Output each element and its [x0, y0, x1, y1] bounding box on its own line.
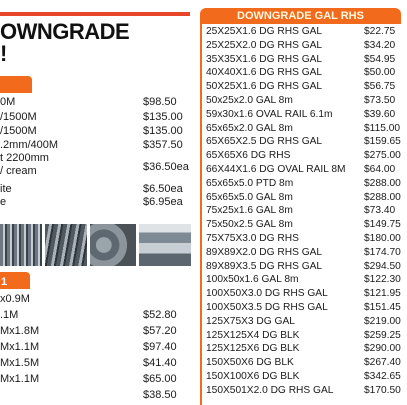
item-price: $57.20 — [143, 325, 177, 337]
product-photo — [45, 224, 87, 266]
item-price: $135.00 — [143, 125, 183, 137]
panel-header: DOWNGRADE GAL RHS — [200, 8, 401, 24]
item-price: $73.40 — [364, 205, 396, 217]
item-price: $65.00 — [143, 373, 177, 385]
item-description: 40X40X1.6 DG RHS GAL — [206, 67, 323, 79]
item-description: 65x65x2.0 GAL 8m — [206, 122, 293, 134]
product-photo — [139, 224, 191, 266]
item-description: 50X25X1.6 DG RHS GAL — [206, 81, 323, 93]
item-price: $170.50 — [364, 384, 401, 396]
item-price: $294.50 — [364, 260, 401, 272]
item-description: 150X100X6 DG BLK — [206, 371, 300, 382]
item-description: 150X501X2.0 DG RHS GAL — [206, 384, 334, 396]
item-price: $6.95ea — [143, 196, 183, 208]
item-price: $149.75 — [364, 219, 401, 231]
item-price: $98.50 — [143, 96, 177, 108]
price-list — [200, 24, 401, 405]
item-price: $115.00 — [364, 122, 401, 134]
item-description: 75X75X3.0 DG RHS — [206, 233, 299, 244]
item-description: 89X89X3.5 DG RHS GAL — [206, 260, 323, 272]
item-description: x0.9M — [0, 293, 30, 305]
red-divider — [0, 12, 190, 16]
item-price: $41.40 — [143, 357, 177, 369]
item-price: $73.50 — [364, 95, 396, 106]
item-price: $6.50ea — [143, 183, 183, 195]
item-price: $135.00 — [143, 111, 183, 123]
item-price: $22.75 — [364, 26, 396, 37]
item-price: $357.50 — [143, 139, 183, 151]
item-price: $342.65 — [364, 371, 401, 382]
item-description: 89X89X2.0 DG RHS GAL — [206, 246, 323, 258]
item-description: 65x65x5.0 PTD 8m — [206, 177, 294, 189]
item-description: 59x30x1.6 OVAL RAIL 6.1m — [206, 108, 333, 120]
item-description: Mx1.1M — [0, 373, 40, 385]
item-price: $151.45 — [364, 302, 401, 313]
item-description: 125X75X3 DG GAL — [206, 315, 295, 327]
item-price: $288.00 — [364, 177, 401, 189]
product-photo — [90, 224, 136, 266]
item-description: 150X50X6 DG BLK — [206, 357, 294, 369]
item-description: 125X125X6 DG BLK — [206, 343, 300, 355]
downgrade-gal-rhs-panel — [200, 0, 407, 405]
item-price: $159.65 — [364, 136, 401, 148]
item-price: $288.00 — [364, 191, 401, 203]
section1-tab — [0, 76, 32, 93]
item-price: $50.00 — [364, 67, 396, 79]
item-price: $56.75 — [364, 81, 396, 93]
item-description: 100X50X3.0 DG RHS GAL — [206, 288, 328, 300]
item-description: 50x25x2.0 GAL 8m — [206, 95, 293, 106]
item-price: $122.30 — [364, 274, 401, 286]
item-description: Mx1.8M — [0, 325, 40, 337]
item-description: .1M — [0, 309, 19, 321]
item-price: $97.40 — [143, 341, 177, 353]
item-price: $121.95 — [364, 288, 401, 300]
item-description: 65x65x5.0 GAL 8m — [206, 191, 293, 203]
item-price: $290.00 — [364, 343, 401, 355]
item-description: /1500M — [0, 125, 37, 137]
item-price: $54.95 — [364, 53, 396, 65]
item-price: $180.00 — [364, 233, 401, 244]
item-description: 25X25X1.6 DG RHS GAL — [206, 26, 323, 37]
item-description: Mx1.5M — [0, 357, 40, 369]
item-description: 125X125X4 DG BLK — [206, 329, 300, 341]
item-price: $34.20 — [364, 39, 396, 51]
item-price: $52.80 — [143, 309, 177, 321]
item-description: .2mm/400M — [0, 139, 59, 151]
item-description: 25X25X2.0 DG RHS GAL — [206, 39, 323, 51]
item-description: 0M — [0, 96, 16, 108]
item-description: 100x50x1.6 GAL 8m — [206, 274, 299, 286]
item-description: 75x25x1.6 GAL 8m — [206, 205, 293, 217]
item-price: $219.00 — [364, 315, 401, 327]
item-description: 75x50x2.5 GAL 8m — [206, 219, 293, 231]
item-description: e — [0, 196, 7, 208]
item-price: $259.25 — [364, 329, 401, 341]
item-description: 35X35X1.6 DG RHS GAL — [206, 53, 323, 65]
item-price: $64.00 — [364, 164, 396, 175]
item-price: $275.00 — [364, 150, 401, 162]
product-photo-strip — [0, 224, 191, 266]
item-description: ite — [0, 183, 12, 195]
section-title-line1: OWNGRADE — [0, 19, 130, 44]
item-price: $38.50 — [143, 389, 177, 401]
item-price: $39.60 — [364, 108, 396, 120]
item-description: 66X44X1.6 DG OVAL RAIL 8M — [206, 164, 346, 175]
item-price: $267.40 — [364, 357, 401, 369]
product-photo — [0, 224, 42, 266]
section2-tab: 1 — [0, 272, 30, 289]
section-title-line2: ! — [0, 41, 7, 66]
item-description: /1500M — [0, 111, 37, 123]
item-description: 65X65X6 DG RHS — [206, 150, 291, 162]
item-description: 65X65X2.5 DG RHS GAL — [206, 136, 323, 148]
left-price-panel — [0, 0, 195, 405]
item-price: $174.70 — [364, 246, 401, 258]
item-description: Mx1.1M — [0, 341, 40, 353]
item-description: t 2200mm / cream — [0, 152, 49, 177]
item-price: $36.50ea — [143, 161, 189, 173]
item-description: 100X50X3.5 DG RHS GAL — [206, 302, 328, 313]
